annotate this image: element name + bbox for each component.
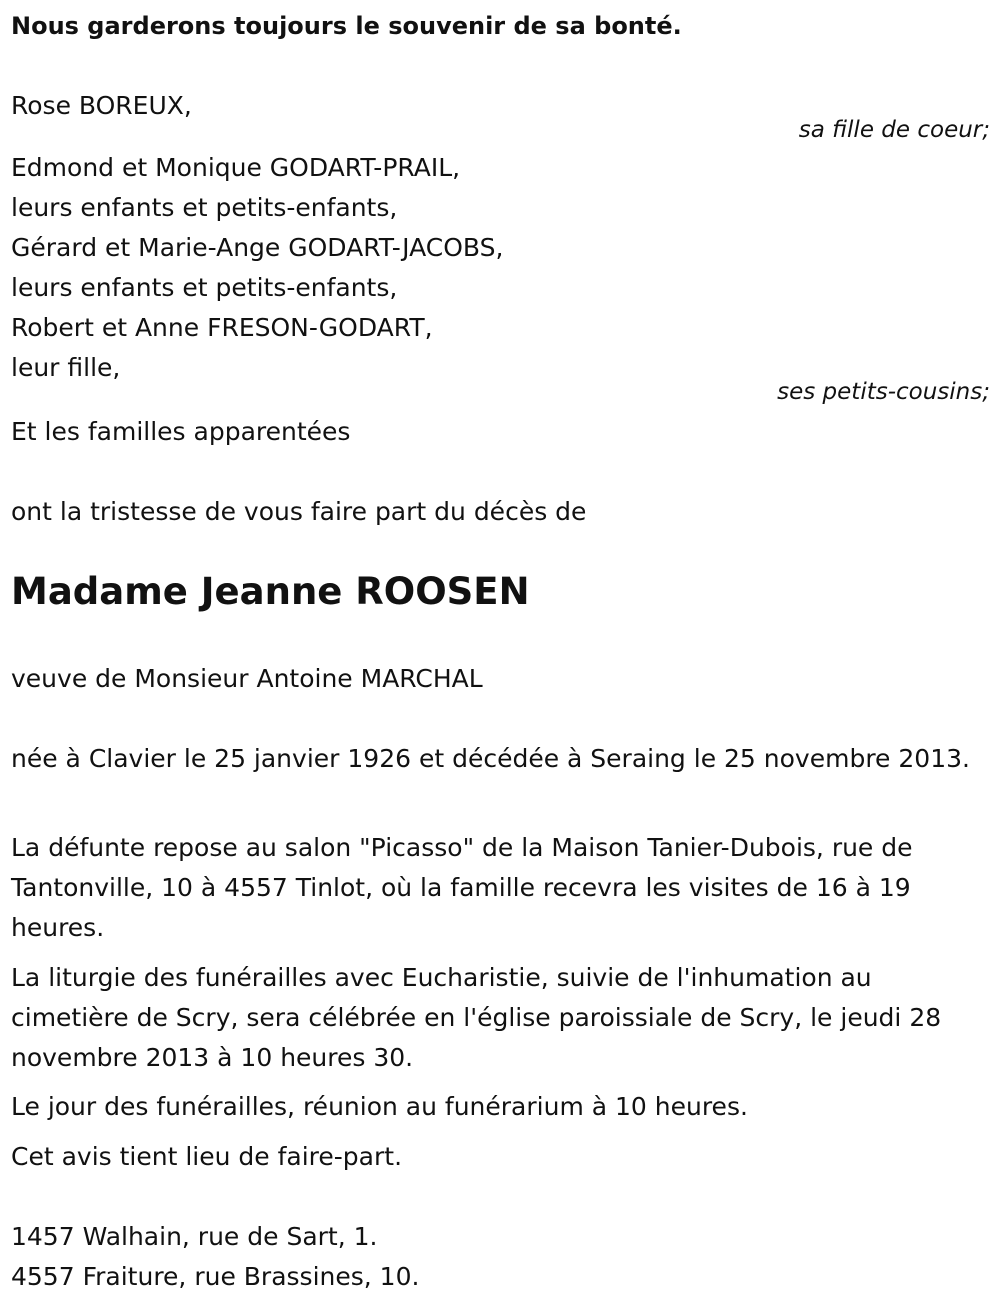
family-line-3: Gérard et Marie-Ange GODART-JACOBS, xyxy=(11,233,504,262)
meeting-paragraph: Le jour des funérailles, réunion au funérarium à 10 heures. xyxy=(11,1092,748,1121)
tagline: Nous garderons toujours le souvenir de sa bonté. xyxy=(11,12,682,40)
birth-death-paragraph: née à Clavier le 25 janvier 1926 et décédée à Seraing le 25 novembre 2013. xyxy=(11,744,970,773)
deceased-name: Madame Jeanne ROOSEN xyxy=(11,570,530,613)
family-line-2: leurs enfants et petits-enfants, xyxy=(11,193,398,222)
family-line-5: Robert et Anne FRESON-GODART, xyxy=(11,313,433,342)
announcement-intro: ont la tristesse de vous faire part du décès de xyxy=(11,497,587,526)
family-line-1: Edmond et Monique GODART-PRAIL, xyxy=(11,153,461,182)
widow-of: veuve de Monsieur Antoine MARCHAL xyxy=(11,664,483,693)
address-2: 4557 Fraiture, rue Brassines, 10. xyxy=(11,1262,420,1291)
liturgy-paragraph: La liturgie des funérailles avec Eucharistie, suivie de l'inhumation au cimetière de Scry, sera célébrée en l'église paroissiale de Scry, le jeudi 28 novembre 2013 à 10 heures 30. xyxy=(11,963,942,1072)
family-line-4: leurs enfants et petits-enfants, xyxy=(11,273,398,302)
family-line-6: leur fille, xyxy=(11,353,121,382)
address-1: 1457 Walhain, rue de Sart, 1. xyxy=(11,1222,378,1251)
related-families: Et les familles apparentées xyxy=(11,417,351,446)
relation-role-cousins: ses petits-cousins; xyxy=(777,379,990,405)
viewing-paragraph: La défunte repose au salon "Picasso" de la Maison Tanier-Dubois, rue de Tantonville, 10 à 4557 Tinlot, où la famille recevra les visites de 16 à 19 heures. xyxy=(11,833,913,942)
notice-paragraph: Cet avis tient lieu de faire-part. xyxy=(11,1142,403,1171)
relation-role-daughter: sa fille de coeur; xyxy=(798,117,990,143)
family-member-rose: Rose BOREUX, xyxy=(11,91,192,120)
